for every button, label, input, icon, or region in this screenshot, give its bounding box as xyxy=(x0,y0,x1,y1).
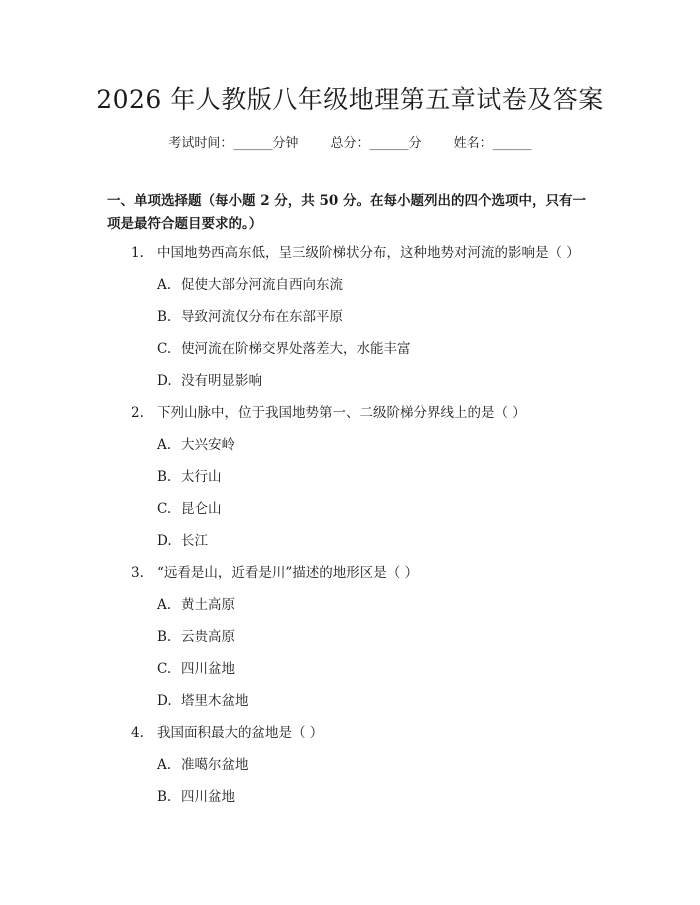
question-number: 4. xyxy=(131,725,144,741)
exam-info-line xyxy=(0,132,700,151)
option-d xyxy=(0,371,700,403)
option-letter: D. xyxy=(157,533,172,549)
option-d xyxy=(0,531,700,563)
option-text: 大兴安岭 xyxy=(181,437,235,453)
option-c xyxy=(0,499,700,531)
question-stem: “远看是山，近看是川”描述的地形区是（ ） xyxy=(157,565,419,581)
option-a xyxy=(0,595,700,627)
question-3 xyxy=(0,563,700,723)
option-letter: B. xyxy=(157,469,172,485)
student-name-field: 姓名：______ xyxy=(453,136,532,151)
option-b xyxy=(0,627,700,659)
option-text: 黄土高原 xyxy=(181,597,235,613)
question-2 xyxy=(0,403,700,563)
option-text: 使河流在阶梯交界处落差大，水能丰富 xyxy=(181,341,411,357)
option-text: 没有明显影响 xyxy=(181,373,262,389)
question-number: 2. xyxy=(131,405,144,421)
option-letter: D. xyxy=(157,373,172,389)
option-d xyxy=(0,691,700,723)
option-text: 促使大部分河流自西向东流 xyxy=(181,277,343,293)
question-list xyxy=(0,243,700,819)
question-stem: 中国地势西高东低，呈三级阶梯状分布，这种地势对河流的影响是（ ） xyxy=(157,245,580,261)
option-letter: A. xyxy=(157,757,172,773)
option-c xyxy=(0,339,700,371)
option-letter: B. xyxy=(157,789,172,805)
page-title: 2026 年人教版八年级地理第五章试卷及答案 xyxy=(96,85,604,114)
option-text: 长江 xyxy=(181,533,208,549)
option-letter: B. xyxy=(157,629,172,645)
option-letter: A. xyxy=(157,277,172,293)
option-letter: A. xyxy=(157,597,172,613)
option-c xyxy=(0,659,700,691)
option-a xyxy=(0,755,700,787)
option-letter: B. xyxy=(157,309,172,325)
exam-time-field: 考试时间：______分钟 xyxy=(168,136,299,151)
option-a xyxy=(0,435,700,467)
option-letter: C. xyxy=(157,341,172,357)
option-letter: C. xyxy=(157,501,172,517)
option-letter: C. xyxy=(157,661,172,677)
option-text: 四川盆地 xyxy=(181,661,235,677)
option-letter: A. xyxy=(157,437,172,453)
option-a xyxy=(0,275,700,307)
option-b xyxy=(0,467,700,499)
option-text: 准噶尔盆地 xyxy=(181,757,249,773)
question-stem: 我国面积最大的盆地是（ ） xyxy=(157,725,324,741)
question-1 xyxy=(0,243,700,403)
section-heading: 一、单项选择题（每小题 2 分，共 50 分。在每小题列出的四个选项中，只有一项是最符合题目要求的。） xyxy=(107,193,586,232)
option-text: 昆仑山 xyxy=(181,501,222,517)
option-text: 四川盆地 xyxy=(181,789,235,805)
option-text: 塔里木盆地 xyxy=(181,693,249,709)
option-letter: D. xyxy=(157,693,172,709)
option-text: 导致河流仅分布在东部平原 xyxy=(181,309,343,325)
option-text: 太行山 xyxy=(181,469,222,485)
question-stem: 下列山脉中，位于我国地势第一、二级阶梯分界线上的是（ ） xyxy=(157,405,526,421)
question-4 xyxy=(0,723,700,819)
question-number: 1. xyxy=(131,245,144,261)
option-b xyxy=(0,787,700,819)
total-score-field: 总分：______分 xyxy=(330,136,422,151)
option-b xyxy=(0,307,700,339)
question-number: 3. xyxy=(131,565,144,581)
option-text: 云贵高原 xyxy=(181,629,235,645)
